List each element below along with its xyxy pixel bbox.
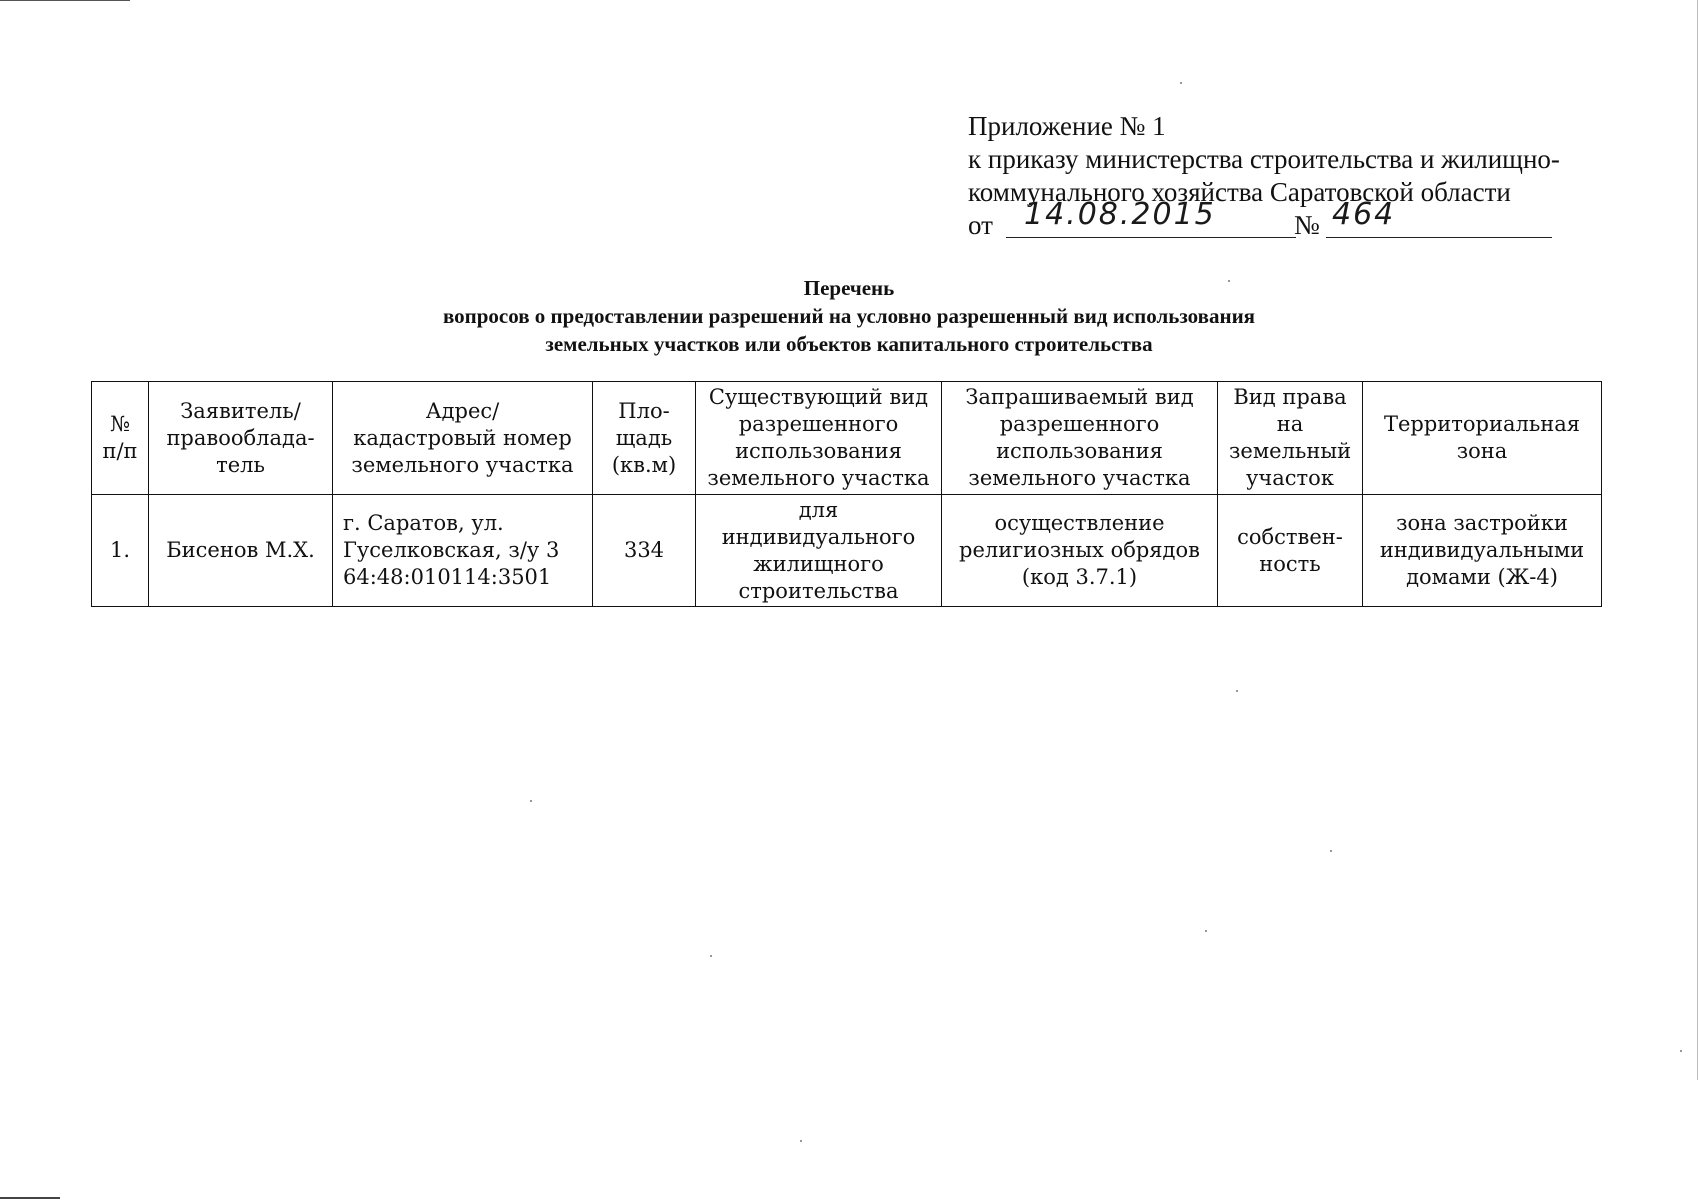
table-row — [92, 495, 1602, 607]
questions-table — [91, 381, 1602, 607]
cell-address: г. Саратов, ул. Гуселковская, з/у 3 64:48:010114:3501 — [333, 495, 593, 607]
appendix-date-number-row — [968, 197, 1608, 242]
title-line-3: земельных участков или объектов капитального строительства — [545, 332, 1153, 356]
header-existing-use: Существующий вид разрешенного использования земельного участка — [696, 382, 942, 495]
scan-edge-mark — [0, 1197, 60, 1199]
cell-area: 334 — [593, 495, 696, 607]
handwritten-date: 14.08.2015 — [1024, 197, 1216, 232]
cell-requested-use: осуществление религиозных обрядов (код 3.7.1) — [942, 495, 1218, 607]
scan-speck — [1180, 82, 1182, 84]
header-applicant: Заявитель/ правооблада- тель — [149, 382, 333, 495]
scan-speck — [530, 800, 532, 802]
from-label: от — [968, 210, 993, 240]
scan-speck — [710, 955, 712, 957]
header-zone: Территориальная зона — [1363, 382, 1602, 495]
header-address: Адрес/ кадастровый номер земельного участка — [333, 382, 593, 495]
handwritten-number: 464 — [1332, 197, 1396, 232]
scan-edge-mark — [0, 0, 130, 1]
title-line-1: Перечень — [803, 276, 895, 300]
appendix-header — [968, 110, 1608, 242]
appendix-order-line: к приказу министерства строительства и жилищно- — [968, 144, 1560, 174]
header-right-type: Вид права на земельный участок — [1218, 382, 1363, 495]
title-line-2: вопросов о предоставлении разрешений на условно разрешенный вид использования — [442, 304, 1256, 328]
header-area: Пло- щадь (кв.м) — [593, 382, 696, 495]
table-header-row — [92, 382, 1602, 495]
cell-number: 1. — [92, 495, 149, 607]
scan-speck — [1330, 850, 1332, 852]
header-requested-use: Запрашиваемый вид разрешенного использования земельного участка — [942, 382, 1218, 495]
scan-speck — [1680, 1050, 1682, 1052]
scan-speck — [800, 1140, 802, 1142]
appendix-title: Приложение № 1 — [968, 111, 1166, 141]
appendix-ministry-line: коммунального хозяйства Саратовской области — [968, 177, 1511, 207]
cell-zone: зона застройки индивидуальными домами (Ж-4) — [1363, 495, 1602, 607]
number-label: № — [1294, 210, 1320, 240]
cell-applicant: Бисенов М.Х. — [149, 495, 333, 607]
header-number: № п/п — [92, 382, 149, 495]
scan-speck — [1236, 690, 1238, 692]
document-title — [0, 274, 1698, 358]
cell-existing-use: для индивидуального жилищного строительства — [696, 495, 942, 607]
cell-right-type: собствен- ность — [1218, 495, 1363, 607]
scan-speck — [1205, 930, 1207, 932]
